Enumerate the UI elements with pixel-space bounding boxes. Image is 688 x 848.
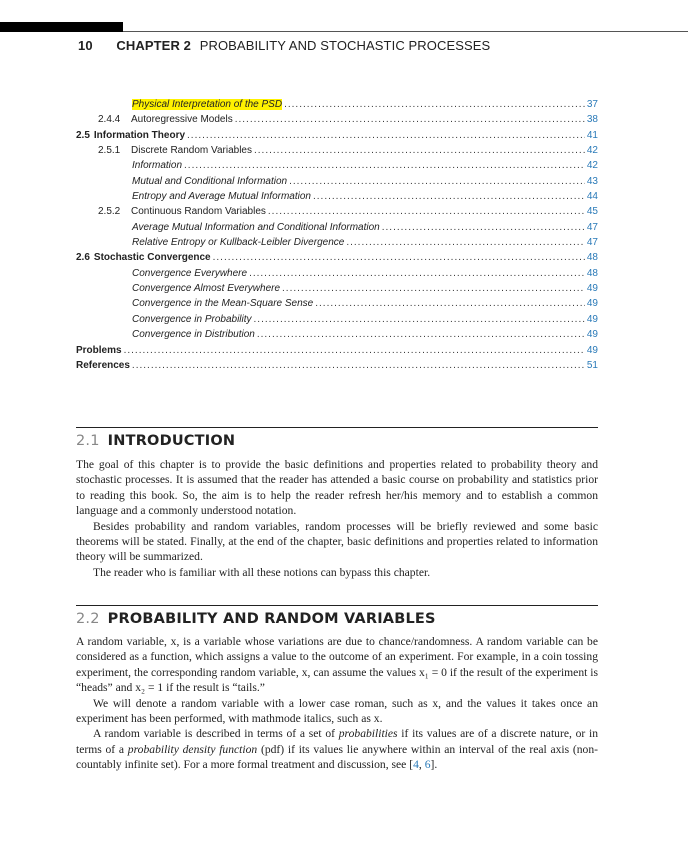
toc-title: Relative Entropy or Kullback-Leibler Divergence [132,237,345,249]
toc-title: Convergence Everywhere [132,267,248,279]
toc-page-number[interactable]: 42 [586,160,598,172]
toc-title: References [76,359,130,371]
toc-entry-label [98,143,254,158]
toc-entry[interactable] [76,174,598,189]
toc-entry-label [132,235,346,250]
paragraph: Besides probability and random variables, random processes will be briefly reviewed and some basic theorems will be stated. Finally, at the end of the chapter, basic definitions and properties related to information theory will be summarized. [76,519,598,564]
toc-leader-dots [289,174,585,189]
toc-title: Convergence in Probability [132,313,252,325]
toc-page-number[interactable]: 42 [586,145,598,157]
toc-entry[interactable] [76,204,598,219]
table-of-contents [76,97,598,373]
toc-entry[interactable] [76,343,598,358]
toc-section-number: 2.5.2 [98,206,121,218]
toc-page-number[interactable]: 43 [586,175,598,187]
citation-link[interactable]: 4 [413,758,419,772]
toc-title: Autoregressive Models [131,114,233,126]
citation-link[interactable]: 6 [424,758,431,772]
introduction-body [76,457,598,580]
toc-entry-label [132,97,284,112]
toc-page-number[interactable]: 49 [586,283,598,295]
toc-entry-label [98,204,268,219]
paragraph: A random variable, x, is a variable whose variations are due to chance/randomness. A random variable can be considered as a function, which assigns a value to the outcome of an experiment. For example, in a coin tossing experiment, the corresponding random variable, x, can assume the values x₁ = 0 if the result of the experiment is “heads” and x₂ = 1 if the result is “tails.” [76,635,598,695]
italic-term: probability density function [127,742,258,756]
toc-title: Information Theory [93,129,186,141]
section-rule [76,427,598,428]
toc-entry-label [98,112,235,127]
toc-leader-dots [235,112,585,127]
text-run: A random variable is described in terms of a set of [93,727,335,741]
toc-section-number: 2.5.1 [98,145,121,157]
italic-term: probabilities [338,727,398,741]
toc-entry[interactable] [76,312,598,327]
paragraph: We will denote a random variable with a lower case roman, such as x, and the values it takes once an experiment has been performed, with mathmode italics, such as x. [76,696,598,726]
paragraph: The goal of this chapter is to provide the basic definitions and properties related to probability theory and stochastic processes. It is assumed that the reader has attended a basic course on probability and statistics prior to reading this book. So, the aim is to help the reader refresh her/his memory and to establish a common language and a commonly understood notation. [76,458,598,518]
header-black-bar [0,22,123,32]
toc-page-number[interactable]: 49 [586,298,598,310]
toc-page-number[interactable]: 37 [586,99,598,110]
paragraph: The reader who is familiar with all these notions can bypass this chapter. [93,565,431,579]
toc-section-number: 2.6 [76,252,90,264]
toc-leader-dots [184,158,585,173]
toc-page-number[interactable]: 48 [586,252,598,264]
paragraph [76,726,598,772]
toc-entry[interactable] [76,189,598,204]
toc-entry-label [76,250,213,265]
header-rule [123,31,688,32]
toc-entry[interactable] [76,158,598,173]
toc-page-number[interactable]: 49 [586,329,598,341]
toc-title: Discrete Random Variables [131,145,252,157]
toc-entry[interactable] [76,327,598,342]
toc-entry-label [132,266,249,281]
toc-entry-label [132,189,313,204]
section-heading-introduction [76,433,235,449]
toc-page-number[interactable]: 45 [586,206,598,218]
toc-leader-dots [346,235,585,250]
toc-page-number[interactable]: 49 [586,344,598,356]
toc-entry-label [76,343,124,358]
toc-page-number[interactable]: 47 [586,221,598,233]
toc-title: Average Mutual Information and Conditional Information [132,221,380,233]
toc-section-number: 2.4.4 [98,114,121,126]
toc-leader-dots [382,220,585,235]
toc-leader-dots [284,97,585,112]
running-header [78,38,490,53]
toc-title: Mutual and Conditional Information [132,175,288,187]
toc-title: Problems [76,344,122,356]
toc-title: Stochastic Convergence [93,252,211,264]
toc-entry[interactable] [76,220,598,235]
toc-leader-dots [268,204,585,219]
page-number: 10 [78,38,93,53]
toc-leader-dots [313,189,585,204]
chapter-label: CHAPTER 2 [116,38,191,53]
toc-page-number[interactable]: 48 [586,267,598,279]
toc-entry-label [76,358,132,373]
text-run: ]. [430,758,438,772]
toc-title: Physical Interpretation of the PSD [132,99,283,110]
toc-title: Information [132,160,183,172]
toc-entry[interactable] [76,281,598,296]
section-heading-probability [76,611,436,627]
toc-entry[interactable] [76,358,598,373]
toc-leader-dots [213,250,585,265]
toc-title: Entropy and Average Mutual Information [132,191,311,203]
section-title: PROBABILITY AND RANDOM VARIABLES [107,611,436,627]
toc-section-number: 2.5 [76,129,90,141]
chapter-title: PROBABILITY AND STOCHASTIC PROCESSES [199,38,491,53]
toc-leader-dots [257,327,585,342]
toc-entry[interactable] [76,128,598,143]
toc-entry-label [76,128,187,143]
section-number: 2.1 [76,433,100,449]
toc-page-number[interactable]: 38 [586,114,598,126]
toc-entry[interactable] [76,296,598,311]
toc-entry-label [132,312,254,327]
section-rule [76,605,598,606]
toc-title: Convergence in the Mean-Square Sense [132,298,314,310]
toc-entry[interactable] [76,112,598,127]
toc-entry-label [132,327,257,342]
toc-entry[interactable] [76,97,598,112]
text-run: , [418,758,425,772]
toc-title: Convergence in Distribution [132,329,255,341]
toc-leader-dots [254,143,585,158]
probability-body [76,634,598,773]
section-title: INTRODUCTION [107,433,236,449]
toc-entry-label [132,281,282,296]
toc-entry[interactable] [76,143,598,158]
toc-leader-dots [249,266,585,281]
text-run: (pdf) if its values lie anywhere within an interval of the real axis (non-countably infinite set). For a more formal treatment and discussion, see [ [76,742,599,772]
toc-leader-dots [187,128,585,143]
toc-leader-dots [315,296,585,311]
toc-page-number[interactable]: 49 [586,313,598,325]
toc-entry-label [132,220,382,235]
text-run: if its values are of a discrete nature, or in terms of a [76,727,598,756]
toc-leader-dots [254,312,585,327]
toc-title: Convergence Almost Everywhere [132,283,281,295]
toc-page-number[interactable]: 47 [586,237,598,249]
toc-entry-label [132,296,315,311]
toc-entry[interactable] [76,250,598,265]
toc-leader-dots [132,358,585,373]
toc-entry-label [132,158,184,173]
toc-leader-dots [124,343,585,358]
toc-page-number[interactable]: 44 [586,191,598,203]
toc-entry-label [132,174,289,189]
toc-leader-dots [282,281,585,296]
toc-page-number[interactable]: 41 [586,129,598,141]
section-number: 2.2 [76,611,100,627]
toc-title: Continuous Random Variables [131,206,266,218]
toc-page-number[interactable]: 51 [586,359,598,371]
toc-entry[interactable] [76,266,598,281]
toc-entry[interactable] [76,235,598,250]
